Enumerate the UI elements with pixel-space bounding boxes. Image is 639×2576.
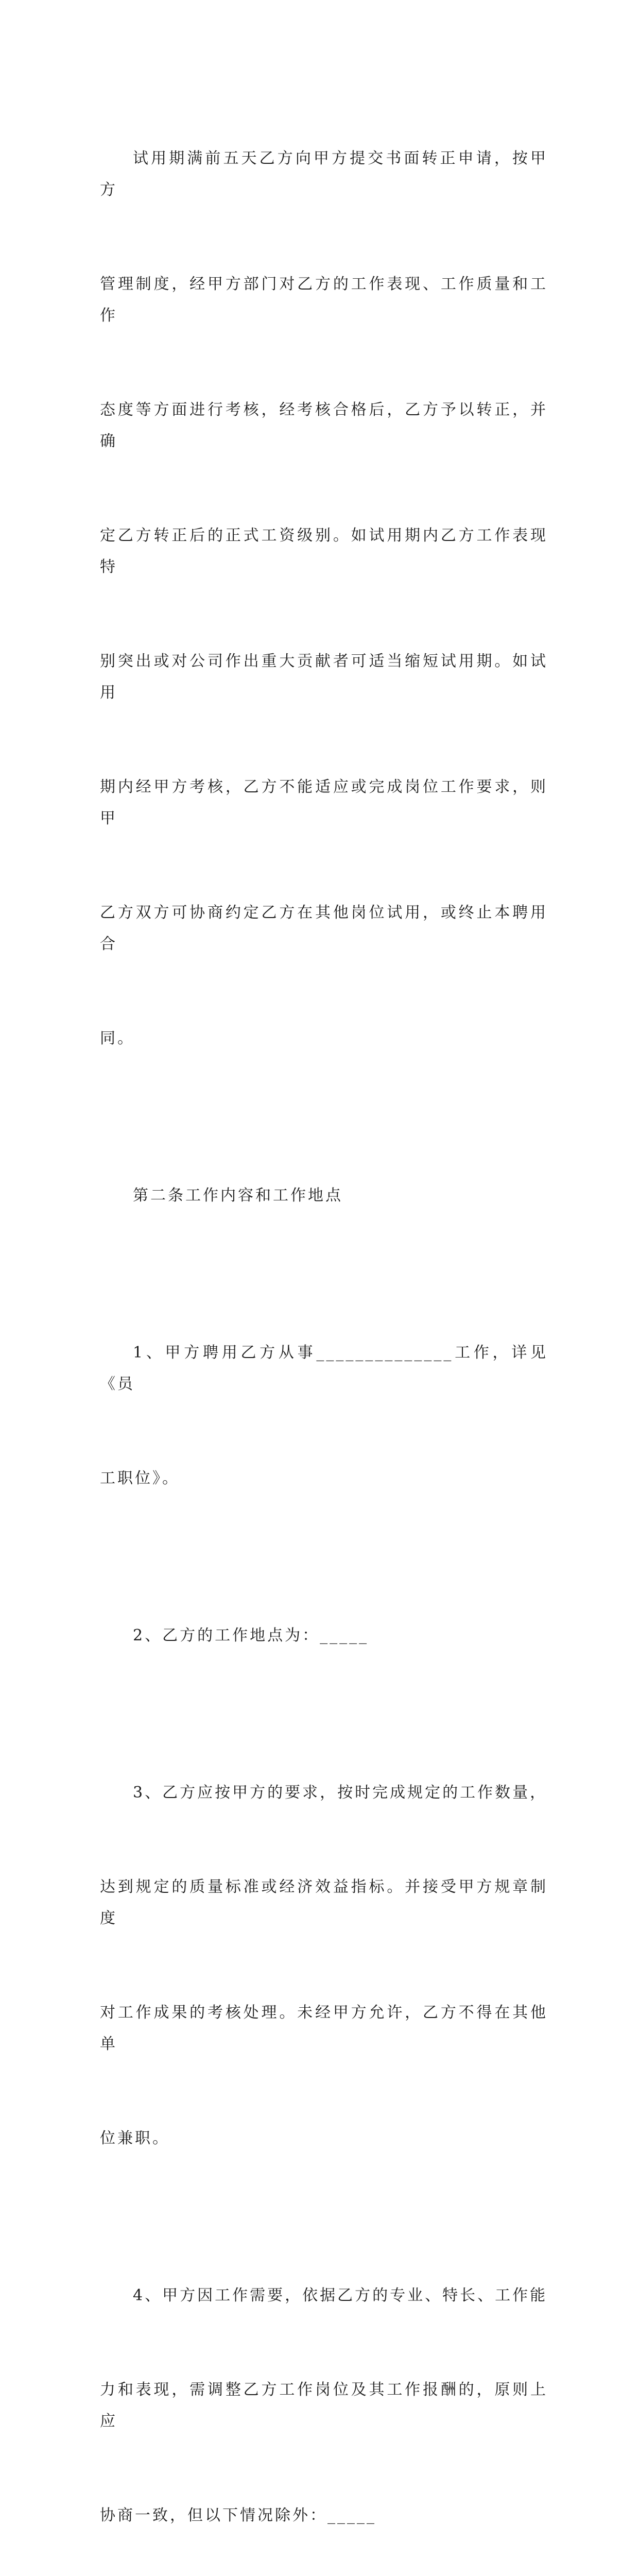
text-line: 协商一致，但以下情况除外：_____ (100, 2506, 376, 2524)
text-line: 1、甲方聘用乙方从事______________工作，详见《员 (100, 1344, 548, 1393)
text-line: 3、乙方应按甲方的要求，按时完成规定的工作数量， (133, 1784, 548, 1802)
text-line: 乙方双方可协商约定乙方在其他岗位试用，或终止本聘用合 (100, 904, 548, 953)
text-line: 4、甲方因工作需要，依据乙方的专业、特长、工作能 (133, 2286, 548, 2304)
clause-4 (100, 2217, 548, 2576)
clause-1 (100, 1274, 548, 1557)
text-line: 态度等方面进行考核，经考核合格后，乙方予以转正，并确 (100, 401, 548, 450)
text-line: 力和表现，需调整乙方工作岗位及其工作报酬的，原则上应 (100, 2381, 548, 2430)
text-line: 第二条工作内容和工作地点 (133, 1187, 343, 1205)
text-line: 位兼职。 (100, 2129, 170, 2147)
text-line: 2、乙方的工作地点为：_____ (133, 1626, 369, 1645)
paragraph-probation-conversion (100, 80, 548, 1117)
text-line: 期内经甲方考核，乙方不能适应或完成岗位工作要求，则甲 (100, 778, 548, 827)
text-line: 同。 (100, 1029, 135, 1047)
document-body (100, 80, 548, 2576)
text-line: 对工作成果的考核处理。未经甲方允许，乙方不得在其他单 (100, 2004, 548, 2053)
text-line: 达到规定的质量标准或经济效益指标。并接受甲方规章制度 (100, 1878, 548, 1927)
article-heading (100, 1117, 548, 1274)
text-line: 工职位》。 (100, 1469, 180, 1487)
clause-3 (100, 1714, 548, 2217)
text-line: 别突出或对公司作出重大贡献者可适当缩短试用期。如试用 (100, 652, 548, 702)
text-line: 定乙方转正后的正式工资级别。如试用期内乙方工作表现特 (100, 527, 548, 576)
text-line: 试用期满前五天乙方向甲方提交书面转正申请，按甲方 (100, 149, 548, 199)
text-line: 管理制度，经甲方部门对乙方的工作表现、工作质量和工作 (100, 275, 548, 325)
clause-2 (100, 1557, 548, 1714)
